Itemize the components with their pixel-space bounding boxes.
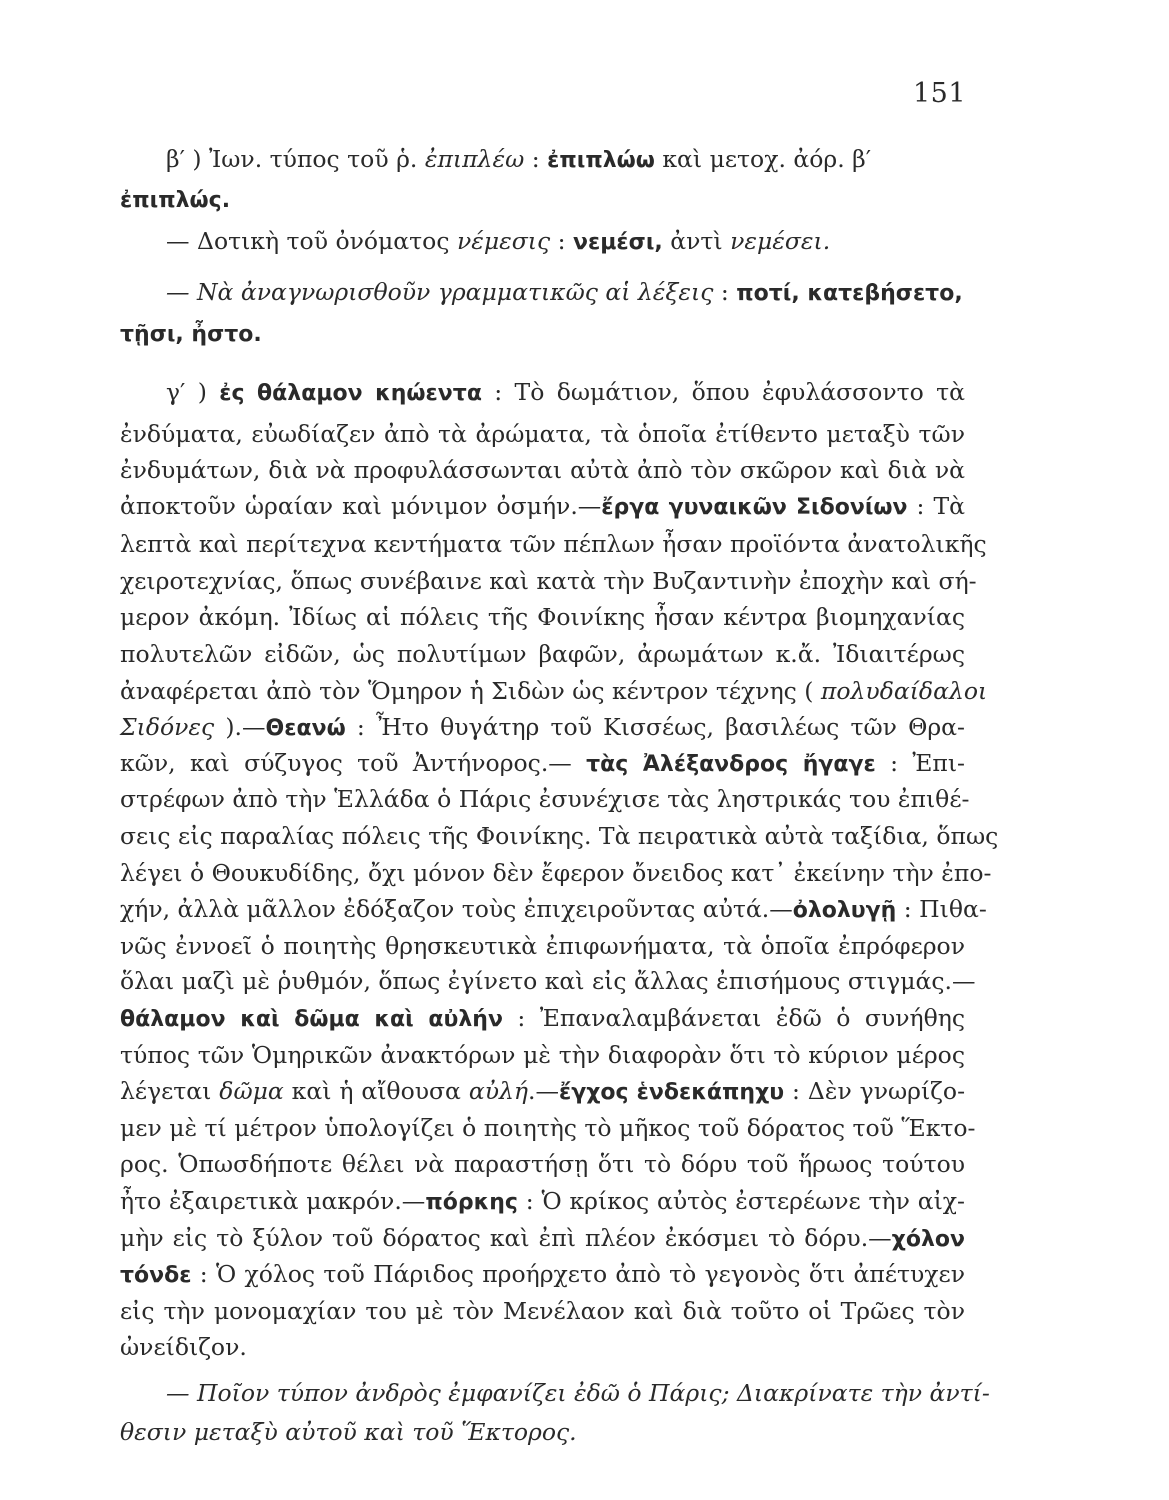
- text-span: χειροτεχνίας, ὅπως συνέβαινε καὶ κατὰ τὴν Βυζαντινὴν ἐποχὴν καὶ σή-: [120, 567, 977, 595]
- bold-term: ποτί, κατεβήσετο,: [736, 281, 963, 306]
- text-line: [120, 563, 977, 599]
- text-span: πολυτελῶν εἰδῶν, ὡς πολυτίμων βαφῶν, ἀρωμάτων κ.ἄ. Ἰδιαιτέρως: [120, 640, 965, 668]
- bold-term: θάλαμον καὶ δῶμα καὶ αὐλήν: [120, 1007, 503, 1032]
- text-line: [166, 274, 965, 312]
- text-span: :: [524, 145, 548, 173]
- bold-term: ἐπιπλώω: [547, 148, 655, 173]
- text-span: καὶ μετοχ. ἀόρ. β′: [654, 145, 872, 173]
- page-number: 151: [913, 78, 967, 109]
- text-span: μεν μὲ τί μέτρον ὑπολογίζει ὁ ποιητὴς τὸ μῆκος τοῦ δόρατος τοῦ Ἕκτο-: [120, 1114, 976, 1142]
- text-span: νῶς ἐννοεῖ ὁ ποιητὴς θρησκευτικὰ ἐπιφωνήματα, τὰ ὁποῖα ἐπρόφερον: [120, 932, 965, 960]
- italic-text: νεμέσει.: [730, 227, 831, 255]
- italic-text: πολυδαίδαλοι: [820, 677, 988, 705]
- text-line: [120, 1073, 965, 1111]
- text-span: χήν, ἀλλὰ μᾶλλον ἐδόξαζον τοὺς ἐπιχειροῦντας αὐτά.—: [120, 895, 793, 923]
- text-line: [120, 818, 999, 854]
- bold-term: ἐς θάλαμον κηώεντα: [219, 381, 482, 406]
- italic-text: — Νὰ ἀναγνωρισθοῦν γραμματικῶς αἱ λέξεις: [166, 278, 714, 306]
- text-line: [120, 1037, 965, 1073]
- text-span: λέγει ὁ Θουκυδίδης, ὄχι μόνον δὲν ἔφερον ὄνειδος κατ᾽ ἐκείνην τὴν ἐπο-: [120, 859, 992, 887]
- text-line: [120, 636, 965, 672]
- text-span: β′ ) Ἰων. τύπος τοῦ ῥ.: [166, 145, 425, 173]
- text-line: [120, 599, 965, 635]
- text-line: [120, 488, 965, 526]
- text-span: .—: [528, 1077, 559, 1105]
- text-span: : Δὲν γνωρίζο-: [784, 1077, 966, 1105]
- text-span: κῶν, καὶ σύζυγος τοῦ Ἀντήνορος.—: [120, 749, 587, 777]
- text-line: [120, 1414, 965, 1450]
- italic-text: αὐλή: [468, 1077, 528, 1105]
- text-span: :: [713, 278, 737, 306]
- italic-text: Σιδόνες: [120, 713, 215, 741]
- text-line: [120, 891, 987, 929]
- text-span: : Ἐπαναλαμβάνεται ἐδῶ ὁ συνήθης: [502, 1004, 965, 1032]
- text-line: [120, 855, 992, 891]
- bold-term: ἐπιπλώς.: [120, 188, 231, 213]
- text-line: [120, 315, 965, 353]
- text-line: [120, 181, 965, 219]
- text-span: λεπτὰ καὶ περίτεχνα κεντήματα τῶν πέπλων ἦσαν προϊόντα ἀνατολικῆς: [120, 530, 987, 558]
- text-line: [120, 1000, 965, 1038]
- text-line: [120, 709, 965, 747]
- text-span: : Τὸ δωμάτιον, ὅπου ἐφυλάσσοντο τὰ: [481, 378, 965, 406]
- bold-term: ὀλολυγῇ: [792, 898, 897, 923]
- text-span: : Ὁ χόλος τοῦ Πάριδος προήρχετο ἀπὸ τὸ γεγονὸς ὅτι ἀπέτυχεν: [191, 1260, 965, 1288]
- text-span: λέγεται: [120, 1077, 220, 1105]
- bold-term: πόρκης: [425, 1190, 518, 1215]
- text-span: σεις εἰς παραλίας πόλεις τῆς Φοινίκης. Τὰ πειρατικὰ αὐτὰ ταξίδια, ὅπως: [120, 822, 999, 850]
- text-span: μὴν εἰς τὸ ξύλον τοῦ δόρατος καὶ ἐπὶ πλέον ἐκόσμει τὸ δόρυ.—: [120, 1224, 892, 1252]
- text-span: : Ὁ κρίκος αὐτὸς ἐστερέωνε τὴν αἰχ-: [517, 1187, 965, 1215]
- text-line: [166, 374, 965, 412]
- italic-text: — Ποῖον τύπον ἀνδρὸς ἐμφανίζει ἐδῶ ὁ Πάρις; Διακρίνατε τὴν ἀντί-: [166, 1379, 990, 1407]
- text-line: [120, 745, 965, 783]
- text-span: ρος. Ὁπωσδήποτε θέλει νὰ παραστήσῃ ὅτι τὸ δόρυ τοῦ ἥρωος τούτου: [120, 1150, 965, 1178]
- text-line: [120, 1183, 965, 1221]
- text-line: [120, 1110, 976, 1146]
- text-span: : Πιθα-: [896, 895, 987, 923]
- bold-term: τὰς Ἀλέξανδρος ἤγαγε: [586, 752, 876, 777]
- bold-term: νεμέσι,: [573, 230, 663, 255]
- text-span: : Τὰ: [907, 492, 965, 520]
- text-span: ὠνείδιζον.: [120, 1333, 247, 1361]
- bold-term: τῇσι, ἦστο.: [120, 322, 262, 347]
- text-span: ἀποκτοῦν ὡραίαν καὶ μόνιμον ὀσμήν.—: [120, 492, 602, 520]
- text-span: γ′ ): [166, 378, 220, 406]
- text-line: [120, 1146, 965, 1182]
- text-span: μερον ἀκόμη. Ἰδίως αἱ πόλεις τῆς Φοινίκης ἦσαν κέντρα βιομηχανίας: [120, 603, 965, 631]
- text-line: [120, 1256, 965, 1294]
- text-line: [120, 1329, 965, 1365]
- text-line: [120, 963, 976, 999]
- text-span: τύπος τῶν Ὁμηρικῶν ἀνακτόρων μὲ τὴν διαφορὰν ὅτι τὸ κύριον μέρος: [120, 1041, 965, 1069]
- text-span: :: [550, 227, 574, 255]
- italic-text: ἐπιπλέω: [424, 145, 525, 173]
- text-span: ἀντὶ: [662, 227, 731, 255]
- bold-term: Θεανώ: [265, 716, 346, 741]
- text-line: [120, 416, 965, 452]
- text-line: [166, 223, 965, 261]
- text-span: ).—: [214, 713, 266, 741]
- text-line: [120, 928, 965, 964]
- text-line: [120, 781, 970, 817]
- italic-text: δῶμα: [219, 1077, 284, 1105]
- text-line: [120, 1293, 965, 1329]
- text-line: [120, 1220, 965, 1258]
- text-line: [120, 526, 987, 562]
- text-line: [166, 141, 965, 179]
- text-span: στρέφων ἀπὸ τὴν Ἑλλάδα ὁ Πάρις ἐσυνέχισε τὰς ληστρικάς του ἐπιθέ-: [120, 785, 970, 813]
- italic-text: θεσιν μεταξὺ αὐτοῦ καὶ τοῦ Ἕκτορος.: [120, 1418, 577, 1446]
- bold-term: ἔργα γυναικῶν Σιδονίων: [601, 495, 908, 520]
- text-span: : Ἦτο θυγάτηρ τοῦ Κισσέως, βασιλέως τῶν Θρα-: [345, 713, 965, 741]
- text-span: ἐνδύματα, εὐωδίαζεν ἀπὸ τὰ ἀρώματα, τὰ ὁποῖα ἐτίθεντο μεταξὺ τῶν: [120, 420, 965, 448]
- text-span: : Ἐπι-: [875, 749, 965, 777]
- bold-term: τόνδε: [120, 1263, 192, 1288]
- bold-term: χόλον: [891, 1227, 965, 1252]
- text-span: ἦτο ἐξαιρετικὰ μακρόν.—: [120, 1187, 426, 1215]
- text-line: [166, 1375, 990, 1411]
- text-span: ἀναφέρεται ἀπὸ τὸν Ὅμηρον ἡ Σιδὼν ὡς κέντρον τέχνης (: [120, 677, 821, 705]
- text-line: [120, 452, 965, 488]
- text-span: ὅλαι μαζὶ μὲ ῥυθμόν, ὅπως ἐγίνετο καὶ εἰς ἄλλας ἐπισήμους στιγμάς.—: [120, 967, 976, 995]
- text-span: καὶ ἡ αἴθουσα: [283, 1077, 469, 1105]
- text-span: εἰς τὴν μονομαχίαν του μὲ τὸν Μενέλαον καὶ διὰ τοῦτο οἱ Τρῶες τὸν: [120, 1297, 965, 1325]
- bold-term: ἔγχος ἑνδεκάπηχυ: [558, 1080, 785, 1105]
- text-line: [120, 673, 988, 709]
- italic-text: νέμεσις: [456, 227, 551, 255]
- text-span: ἐνδυμάτων, διὰ νὰ προφυλάσσωνται αὐτὰ ἀπὸ τὸν σκῶρον καὶ διὰ νὰ: [120, 456, 965, 484]
- text-span: — Δοτικὴ τοῦ ὀνόματος: [166, 227, 457, 255]
